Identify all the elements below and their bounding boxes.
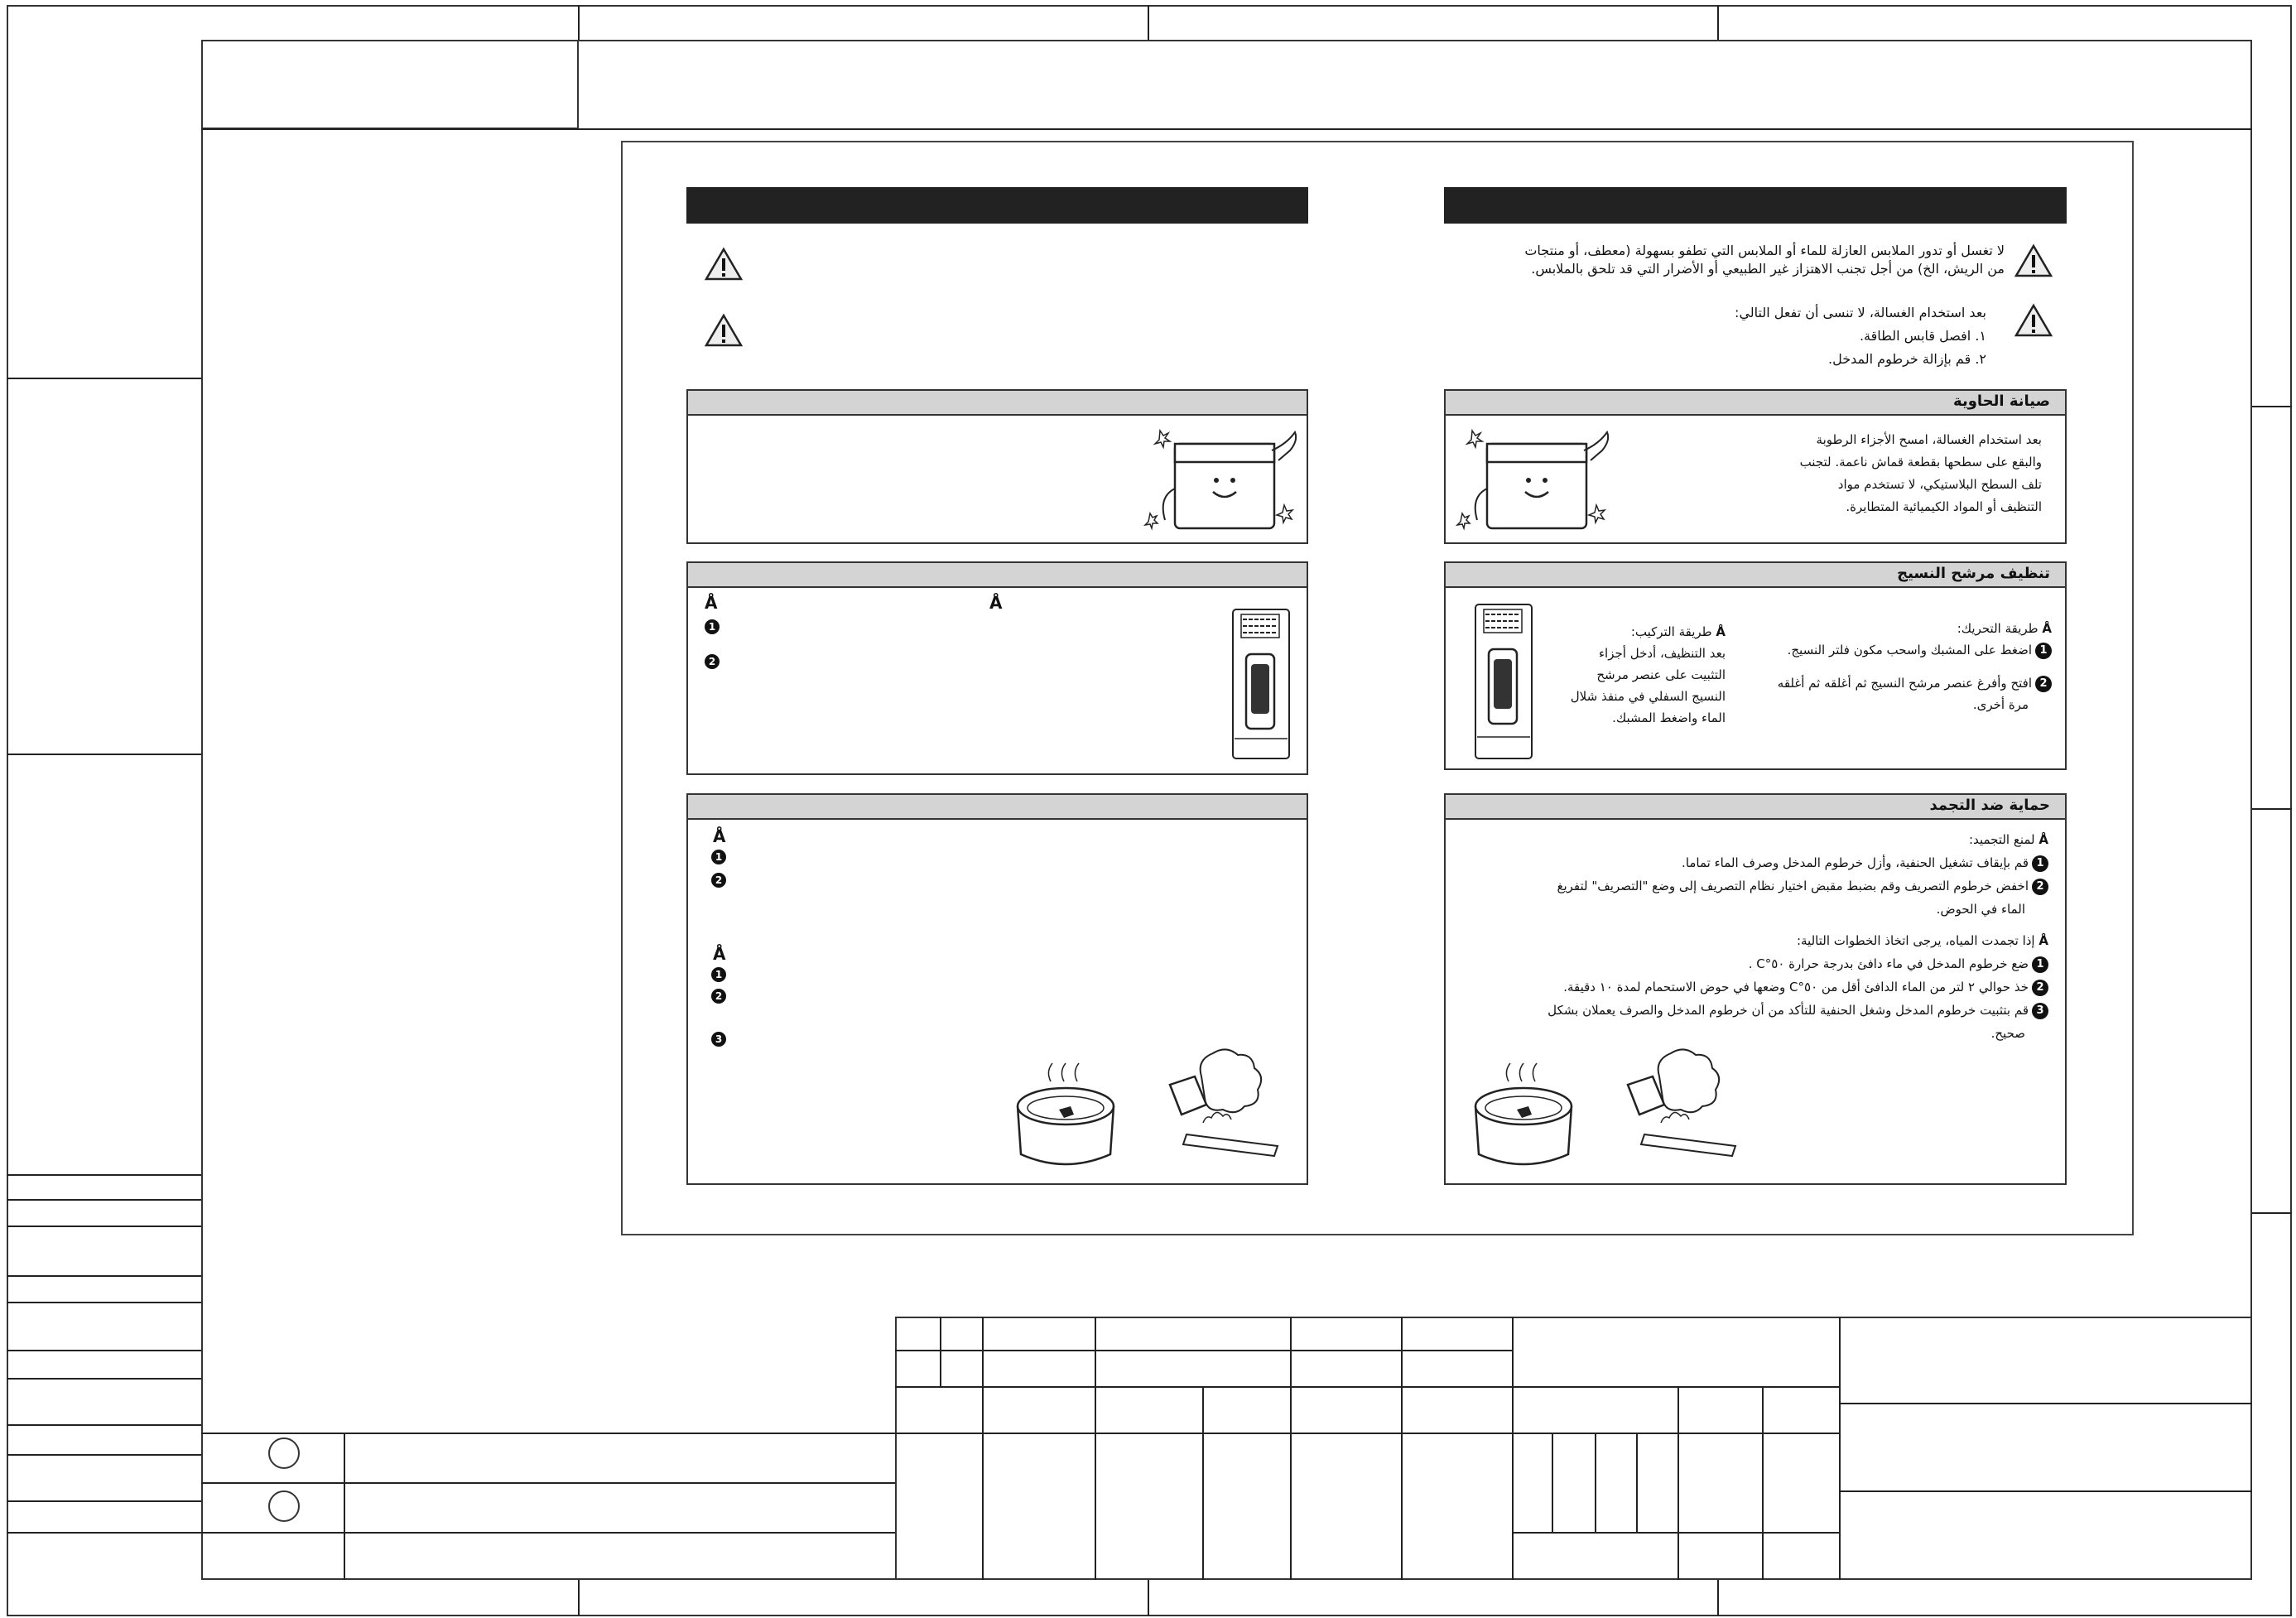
arrow-marker-icon: Å [713, 944, 726, 964]
revision-circle [268, 1490, 300, 1522]
warning-text-2: بعد استخدام الغسالة، لا تنسى أن تفعل التالي: ١. افصل قابس الطاقة. ٢. قم بإزالة خرطوم المدخل. [1735, 305, 1986, 367]
section-title: حماية ضد التجمد [1929, 797, 2050, 814]
warning-icon [704, 313, 744, 348]
left-freeze-section [686, 793, 1308, 1185]
revision-circle [268, 1437, 300, 1469]
left-header-bar [686, 187, 1308, 224]
washer-illustration [1143, 422, 1305, 538]
right-header-bar [1444, 187, 2067, 224]
hot-water-tub-illustration [1009, 1057, 1125, 1181]
step-number-2: 2 [2032, 980, 2048, 996]
step-number-1: 1 [711, 967, 726, 982]
washer-illustration [1456, 422, 1617, 538]
pouring-water-illustration [1611, 1043, 1744, 1168]
container-maintenance-text: بعد استخدام الغسالة، امسح الأجزاء الرطوبة والبقع على سطحها بقطعة قماش ناعمة. لتجنب تلف السطح البلاستيكي، لا تستخدم مواد التنظيف أو المواد الكيميائية المتطايرة. [1799, 432, 2042, 514]
arrow-marker-icon: Å [713, 826, 726, 846]
filter-remove-text: Å طريقة التحريك: 1اضغط على المشبك واسحب مكون فلتر النسيج. 2افتح وأفرغ عنصر مرشح النسيج ثم أغلقه ثم أغلقه مرة أخرى. [1777, 621, 2052, 712]
step-number-2: 2 [2032, 879, 2048, 895]
arrow-marker-icon: Å [705, 593, 718, 613]
warning-text-1: لا تغسل أو تدور الملابس العازلة للماء أو الملابس التي تطفو بسهولة (معطف، أو منتجات من الريش، الخ) من أجل تجنب الاهتزاز غير الطبيعي أو الأضرار التي قد تلحق بالملابس. [1524, 243, 2005, 277]
left-container-section [686, 389, 1308, 544]
step-number-1: 1 [2032, 956, 2048, 973]
step-number-3: 3 [711, 1032, 726, 1047]
step-number-2: 2 [711, 989, 726, 1004]
pouring-water-illustration [1153, 1043, 1286, 1168]
arrow-marker-icon: Å [2042, 621, 2052, 636]
section-title: تنظيف مرشح النسيج [1897, 565, 2050, 582]
left-filter-section [686, 561, 1308, 775]
arrow-marker-icon: Å [2038, 933, 2048, 948]
step-number-1: 1 [711, 850, 726, 864]
filter-cleaning-section [1444, 561, 2067, 770]
freeze-protection-text: Å لمنع التجميد: 1قم بإيقاف تشغيل الحنفية، وأزل خرطوم المدخل وصرف الماء تماما. 2اخفض خرطوم التصريف وقم بضبط مقبض اختيار نظام التصريف إلى وضع "التصريف" لتفريغ الماء في الحوض. Å إذا تجمدت المياه، يرجى اتخاذ الخطوات التالية: 1ضع خرطوم المدخل في ماء دافئ بدرجة حرارة ٥٠°C . 2خذ حوالي ٢ لتر من الماء الدافئ أقل من ٥٠°C وضعها في حوض الاستحمام لمدة ١٠ دقيقة. 3قم بتثبيت خرطوم المدخل وشغل الحنفية للتأكد من أن خرطوم المدخل والصرف يعملان بشكل صحيح. [1548, 832, 2048, 1041]
title-block-grid [895, 1317, 2252, 1580]
filter-illustration [1470, 601, 1537, 763]
container-maintenance-section [1444, 389, 2067, 544]
step-number-1: 1 [2035, 643, 2052, 659]
section-title: صيانة الحاوية [1953, 392, 2050, 410]
arrow-marker-icon: Å [1716, 624, 1726, 639]
step-number-1: 1 [2032, 855, 2048, 872]
step-number-2: 2 [2035, 676, 2052, 692]
arrow-marker-icon: Å [2038, 832, 2048, 847]
title-block-box [201, 40, 579, 129]
warning-icon [2014, 303, 2053, 338]
freeze-protection-section [1444, 793, 2067, 1185]
warning-icon [2014, 243, 2053, 278]
step-number-2: 2 [705, 654, 720, 669]
warning-icon [704, 247, 744, 282]
step-number-2: 2 [711, 873, 726, 888]
hot-water-tub-illustration [1467, 1057, 1583, 1181]
arrow-marker-icon: Å [989, 593, 1003, 613]
filter-illustration [1228, 606, 1294, 763]
step-number-1: 1 [705, 619, 720, 634]
step-number-3: 3 [2032, 1003, 2048, 1019]
filter-install-text: Å طريقة التركيب: بعد التنظيف، أدخل أجزاء التثبيت على عنصر مرشح النسيج السفلي في منفذ شلال الماء واضغط المشبك. [1570, 624, 1726, 725]
